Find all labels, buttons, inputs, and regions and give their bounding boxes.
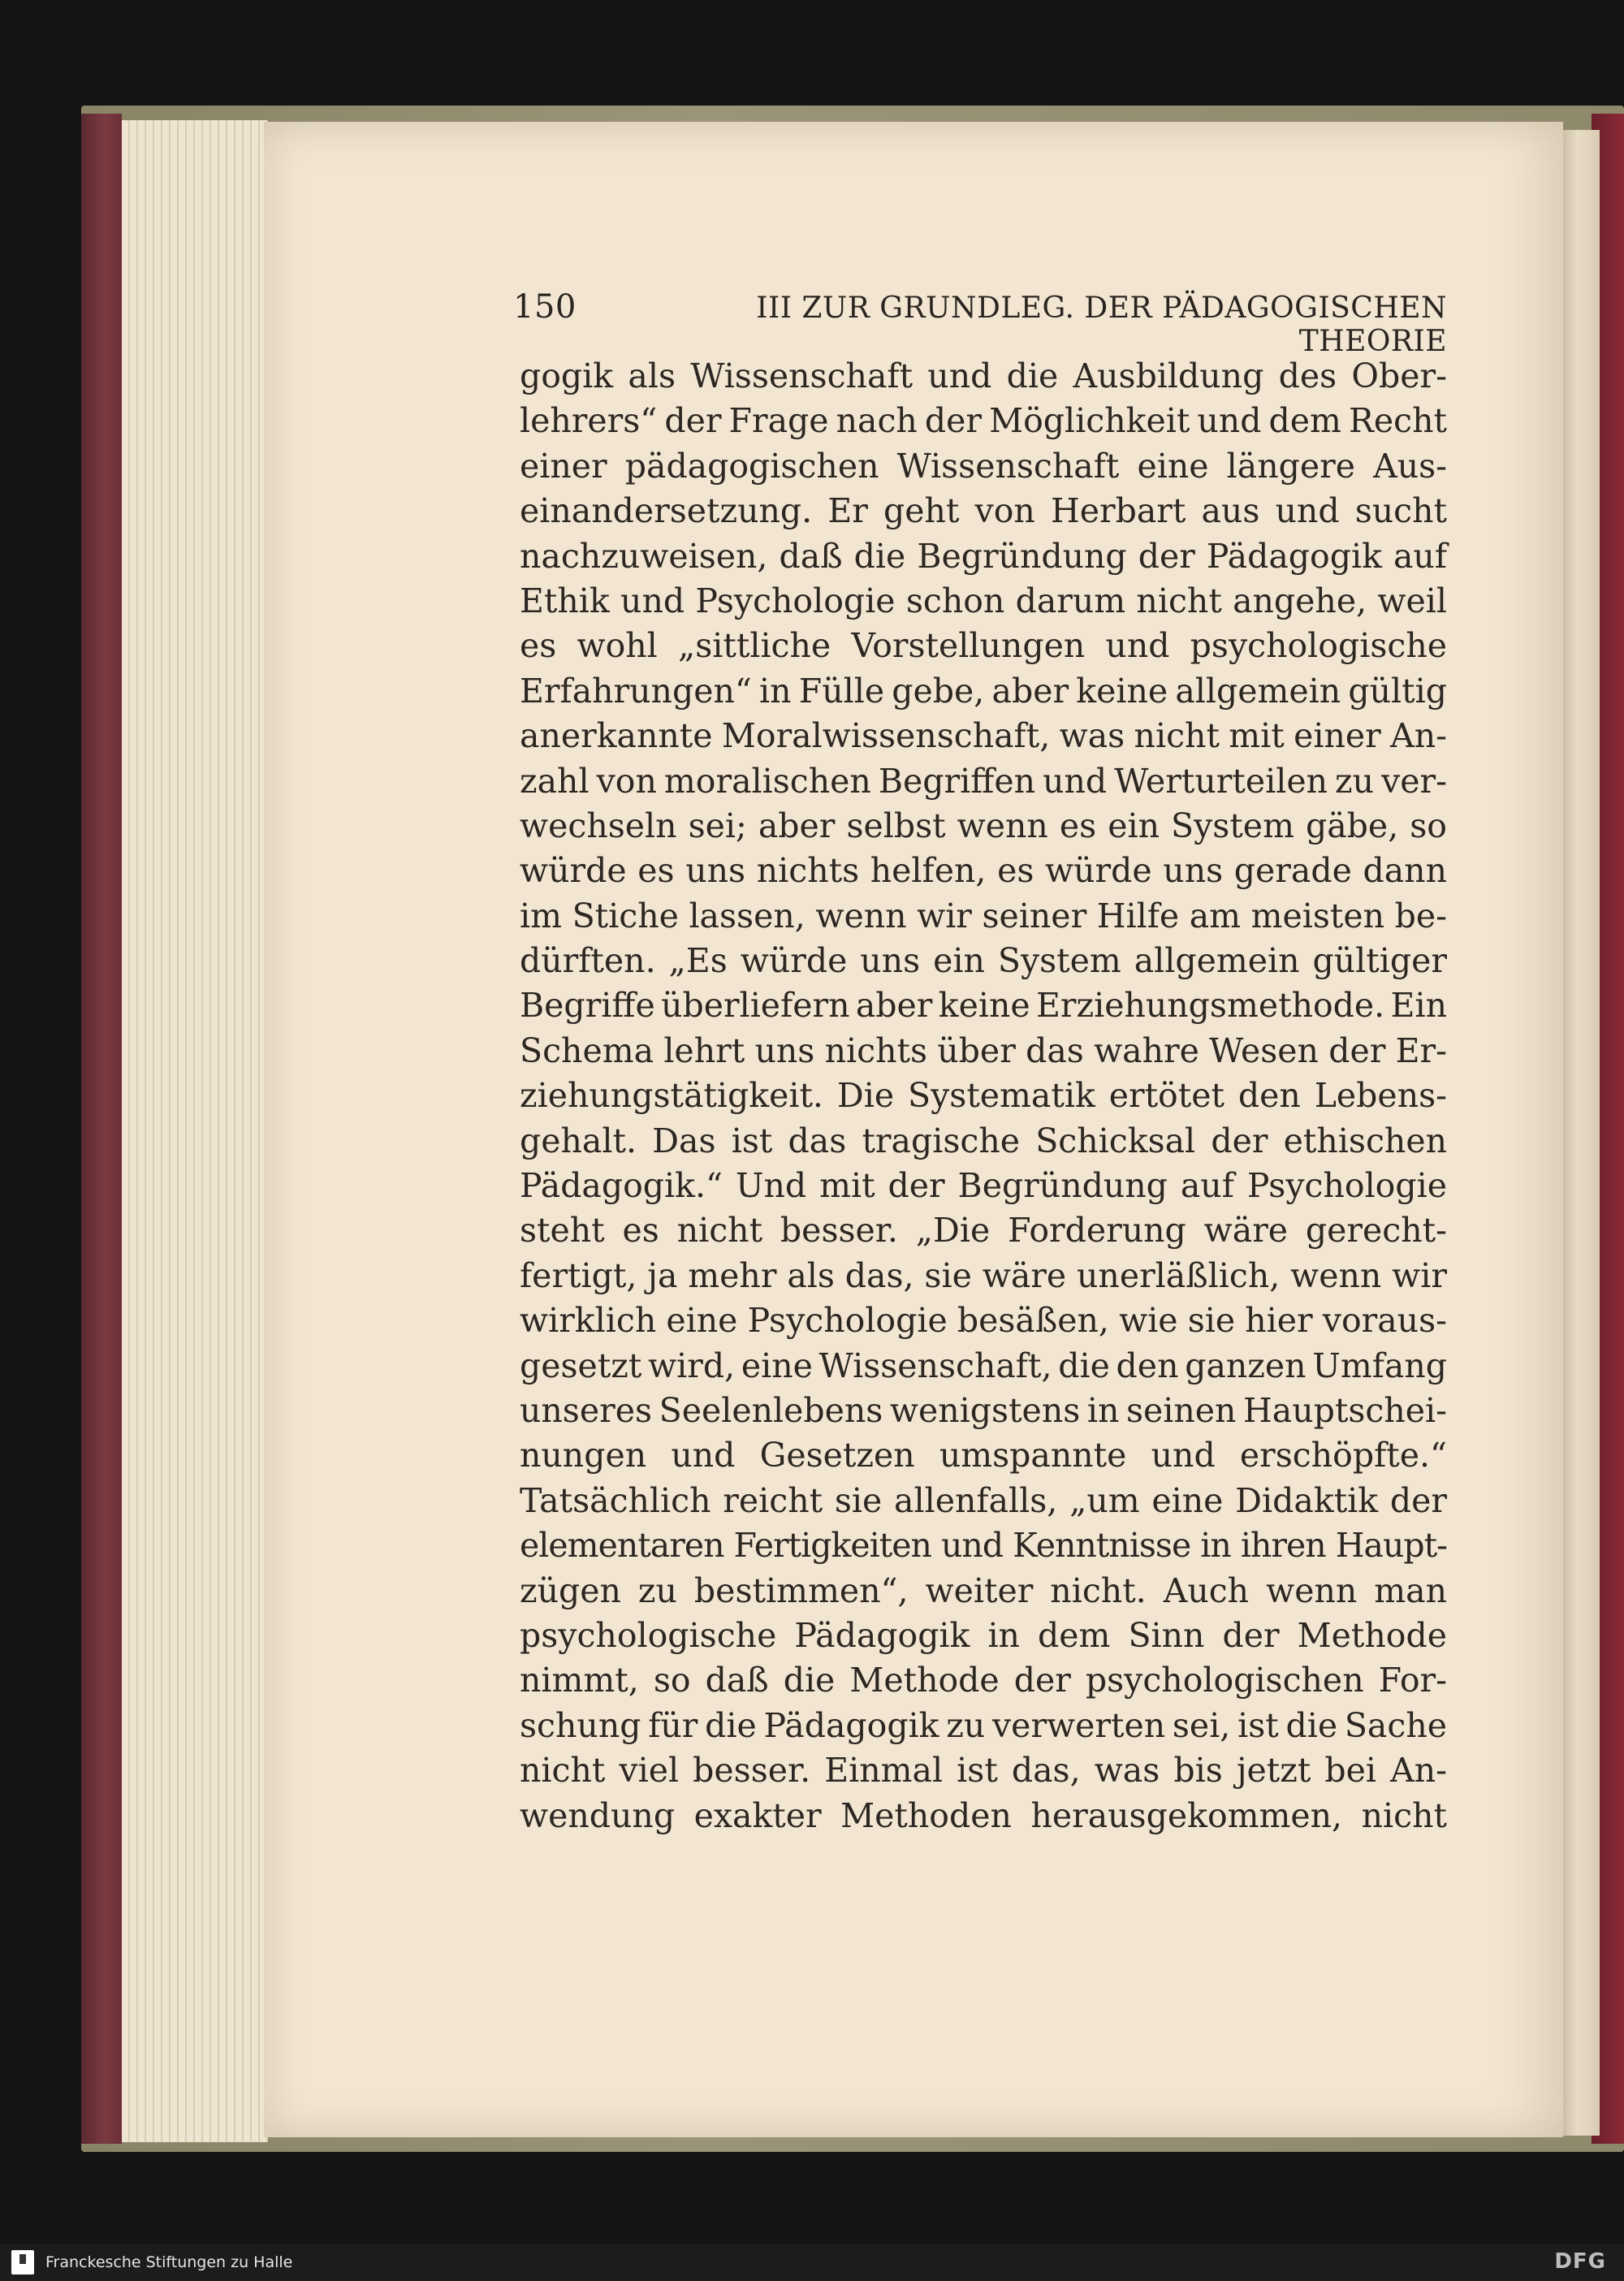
text-line: zügen zu bestimmen“, weiter nicht. Auch wenn man — [520, 1570, 1447, 1610]
text-line: elementaren Fertigkeiten und Kenntnisse in ihren Haupt- — [520, 1526, 1447, 1566]
text-line: nimmt, so daß die Methode der psychologischen For- — [520, 1661, 1447, 1700]
text-line: nicht viel besser. Einmal ist das, was bis jetzt bei An- — [520, 1751, 1447, 1791]
page-number: 150 — [513, 288, 577, 326]
text-line: nungen und Gesetzen umspannte und erschöpfte.“ — [520, 1436, 1447, 1475]
text-line: nachzuweisen, daß die Begründung der Pädagogik auf — [520, 536, 1447, 576]
text-line: anerkannte Moralwissenschaft, was nicht mit einer An- — [520, 716, 1447, 756]
text-line: psychologische Pädagogik in dem Sinn der Methode — [520, 1615, 1447, 1655]
text-line: im Stiche lassen, wenn wir seiner Hilfe am meisten be- — [520, 896, 1447, 935]
text-line: Pädagogik.“ Und mit der Begründung auf Psychologie — [520, 1166, 1447, 1206]
text-line: steht es nicht besser. „Die Forderung wäre gerecht- — [520, 1211, 1447, 1251]
text-line: dürften. „Es würde uns ein System allgemein gültiger — [520, 941, 1447, 981]
text-line: Tatsächlich reicht sie allenfalls, „um eine Didaktik der — [520, 1480, 1447, 1520]
book-spine — [81, 114, 122, 2144]
text-line: es wohl „sittliche Vorstellungen und psychologische — [520, 626, 1447, 666]
institution-logo-icon — [11, 2250, 34, 2275]
footer-bar — [0, 2244, 1624, 2281]
text-line: schung für die Pädagogik zu verwerten sei, ist die Sache — [520, 1705, 1447, 1745]
text-line: fertigt, ja mehr als das, sie wäre unerläßlich, wenn wir — [520, 1255, 1447, 1295]
text-line: lehrers“ der Frage nach der Möglichkeit und dem Recht — [520, 401, 1447, 441]
text-line: einer pädagogischen Wissenschaft eine längere Aus- — [520, 446, 1447, 486]
page-header — [513, 288, 1447, 358]
text-line: gogik als Wissenschaft und die Ausbildung des Ober- — [520, 356, 1447, 395]
text-line: wechseln sei; aber selbst wenn es ein System gäbe, so — [520, 806, 1447, 845]
page-edges — [122, 120, 268, 2142]
text-line: ziehungstätigkeit. Die Systematik ertötet den Lebens- — [520, 1076, 1447, 1116]
text-line: würde es uns nichts helfen, es würde uns gerade dann — [520, 851, 1447, 891]
footer-institution: Franckesche Stiftungen zu Halle — [45, 2253, 293, 2271]
text-line: unseres Seelenlebens wenigstens in seinen Hauptschei- — [520, 1390, 1447, 1430]
text-line: Erfahrungen“ in Fülle gebe, aber keine allgemein gültig — [520, 671, 1447, 711]
text-line: gehalt. Das ist das tragische Schicksal der ethischen — [520, 1121, 1447, 1160]
text-line: wirklich eine Psychologie besäßen, wie sie hier voraus- — [520, 1301, 1447, 1341]
text-line: Schema lehrt uns nichts über das wahre Wesen der Er- — [520, 1030, 1447, 1070]
text-line: einandersetzung. Er geht von Herbart aus und sucht — [520, 491, 1447, 531]
text-line: zahl von moralischen Begriffen und Werturteilen zu ver- — [520, 761, 1447, 801]
body-text — [520, 354, 1447, 1838]
facing-page-edge — [1563, 130, 1600, 2136]
text-line: Ethik und Psychologie schon darum nicht angehe, weil — [520, 581, 1447, 620]
running-head: III ZUR GRUNDLEG. DER PÄDAGOGISCHEN THEORIE — [756, 292, 1447, 358]
dfg-logo: DFG — [1554, 2249, 1606, 2274]
text-line: Begriffe überliefern aber keine Erziehungsmethode. Ein — [520, 986, 1447, 1026]
text-line: gesetzt wird, eine Wissenschaft, die den ganzen Umfang — [520, 1346, 1447, 1385]
text-line: wendung exakter Methoden herausgekommen, nicht — [520, 1795, 1447, 1835]
